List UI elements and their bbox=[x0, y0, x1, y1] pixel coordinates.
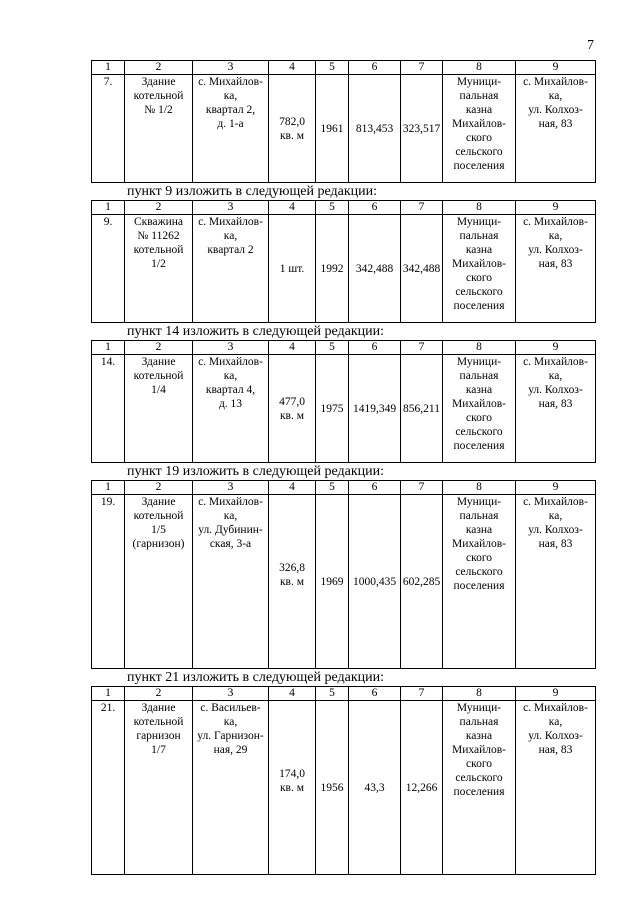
amendment-heading: пункт 14 изложить в следующей редакции: bbox=[127, 324, 384, 339]
item-col7-value: 12,266 bbox=[401, 701, 443, 875]
registry-block bbox=[91, 183, 595, 323]
item-number: 9. bbox=[92, 215, 125, 323]
item-name: Здание котельной 1/5 (гарнизон) bbox=[125, 495, 193, 669]
registry-block bbox=[91, 463, 595, 669]
column-number: 7 bbox=[401, 481, 443, 495]
item-area: 782,0 кв. м bbox=[269, 75, 316, 183]
item-year: 1992 bbox=[316, 215, 349, 323]
column-number: 7 bbox=[401, 61, 443, 75]
column-number: 9 bbox=[516, 687, 596, 701]
item-owner: Муници- пальная казна Михайлов- ского сельского поселения bbox=[443, 215, 516, 323]
column-number: 4 bbox=[269, 201, 316, 215]
column-number: 6 bbox=[349, 481, 401, 495]
item-name: Здание котельной 1/4 bbox=[125, 355, 193, 463]
column-number: 4 bbox=[269, 61, 316, 75]
column-number: 1 bbox=[92, 201, 125, 215]
column-number-row bbox=[92, 687, 596, 701]
item-owner: Муници- пальная казна Михайлов- ского сельского поселения bbox=[443, 495, 516, 669]
column-number: 3 bbox=[193, 61, 269, 75]
amendment-heading: пункт 9 изложить в следующей редакции: bbox=[127, 184, 377, 199]
column-number: 9 bbox=[516, 61, 596, 75]
amendment-heading: пункт 21 изложить в следующей редакции: bbox=[127, 670, 384, 685]
item-holder: с. Михайлов- ка, ул. Колхоз- ная, 83 bbox=[516, 701, 596, 875]
table-row bbox=[92, 495, 596, 669]
item-holder: с. Михайлов- ка, ул. Колхоз- ная, 83 bbox=[516, 75, 596, 183]
item-address: с. Михайлов- ка, квартал 2, д. 1-а bbox=[193, 75, 269, 183]
item-col6-value: 1419,349 bbox=[349, 355, 401, 463]
column-number: 5 bbox=[316, 341, 349, 355]
item-area: 1 шт. bbox=[269, 215, 316, 323]
item-address: с. Михайлов- ка, квартал 2 bbox=[193, 215, 269, 323]
column-number: 5 bbox=[316, 61, 349, 75]
column-number: 1 bbox=[92, 341, 125, 355]
column-number: 2 bbox=[125, 61, 193, 75]
table-row bbox=[92, 701, 596, 875]
page-number: 7 bbox=[587, 38, 594, 53]
item-holder: с. Михайлов- ка, ул. Колхоз- ная, 83 bbox=[516, 355, 596, 463]
item-address: с. Михайлов- ка, квартал 4, д. 13 bbox=[193, 355, 269, 463]
item-number: 14. bbox=[92, 355, 125, 463]
item-year: 1969 bbox=[316, 495, 349, 669]
item-col6-value: 813,453 bbox=[349, 75, 401, 183]
document-body bbox=[91, 60, 595, 875]
item-address: с. Михайлов- ка, ул. Дубинин- ская, 3-а bbox=[193, 495, 269, 669]
registry-table bbox=[91, 200, 596, 323]
column-number: 8 bbox=[443, 687, 516, 701]
column-number-row bbox=[92, 341, 596, 355]
column-number: 9 bbox=[516, 481, 596, 495]
column-number: 6 bbox=[349, 61, 401, 75]
column-number: 5 bbox=[316, 687, 349, 701]
column-number: 3 bbox=[193, 687, 269, 701]
item-col7-value: 602,285 bbox=[401, 495, 443, 669]
column-number: 2 bbox=[125, 481, 193, 495]
table-row bbox=[92, 75, 596, 183]
item-address: с. Васильев- ка, ул. Гарнизон- ная, 29 bbox=[193, 701, 269, 875]
registry-block bbox=[91, 60, 595, 183]
column-number: 7 bbox=[401, 687, 443, 701]
item-name: Скважина № 11262 котельной 1/2 bbox=[125, 215, 193, 323]
column-number: 2 bbox=[125, 201, 193, 215]
item-name: Здание котельной № 1/2 bbox=[125, 75, 193, 183]
amendment-heading: пункт 19 изложить в следующей редакции: bbox=[127, 464, 384, 479]
column-number: 6 bbox=[349, 201, 401, 215]
registry-table bbox=[91, 340, 596, 463]
column-number-row bbox=[92, 61, 596, 75]
column-number: 5 bbox=[316, 481, 349, 495]
item-number: 19. bbox=[92, 495, 125, 669]
item-holder: с. Михайлов- ка, ул. Колхоз- ная, 83 bbox=[516, 495, 596, 669]
registry-table bbox=[91, 480, 596, 669]
item-col6-value: 43,3 bbox=[349, 701, 401, 875]
item-area: 326,8 кв. м bbox=[269, 495, 316, 669]
column-number: 3 bbox=[193, 201, 269, 215]
item-area: 477,0 кв. м bbox=[269, 355, 316, 463]
item-area: 174,0 кв. м bbox=[269, 701, 316, 875]
item-year: 1956 bbox=[316, 701, 349, 875]
registry-table bbox=[91, 60, 596, 183]
column-number: 1 bbox=[92, 687, 125, 701]
column-number: 6 bbox=[349, 341, 401, 355]
item-col7-value: 342,488 bbox=[401, 215, 443, 323]
item-owner: Муници- пальная казна Михайлов- ского сельского поселения bbox=[443, 75, 516, 183]
column-number: 1 bbox=[92, 61, 125, 75]
item-owner: Муници- пальная казна Михайлов- ского сельского поселения bbox=[443, 355, 516, 463]
item-name: Здание котельной гарнизон 1/7 bbox=[125, 701, 193, 875]
item-col6-value: 1000,435 bbox=[349, 495, 401, 669]
item-col6-value: 342,488 bbox=[349, 215, 401, 323]
column-number: 5 bbox=[316, 201, 349, 215]
item-number: 21. bbox=[92, 701, 125, 875]
column-number: 6 bbox=[349, 687, 401, 701]
column-number: 4 bbox=[269, 687, 316, 701]
column-number-row bbox=[92, 481, 596, 495]
column-number: 8 bbox=[443, 481, 516, 495]
item-col7-value: 856,211 bbox=[401, 355, 443, 463]
column-number: 4 bbox=[269, 341, 316, 355]
registry-block bbox=[91, 669, 595, 875]
column-number: 9 bbox=[516, 201, 596, 215]
table-row bbox=[92, 215, 596, 323]
item-number: 7. bbox=[92, 75, 125, 183]
column-number: 9 bbox=[516, 341, 596, 355]
item-year: 1975 bbox=[316, 355, 349, 463]
registry-table bbox=[91, 686, 596, 875]
column-number: 8 bbox=[443, 341, 516, 355]
column-number: 1 bbox=[92, 481, 125, 495]
column-number: 8 bbox=[443, 61, 516, 75]
column-number: 7 bbox=[401, 341, 443, 355]
column-number: 2 bbox=[125, 341, 193, 355]
item-col7-value: 323,517 bbox=[401, 75, 443, 183]
column-number-row bbox=[92, 201, 596, 215]
item-year: 1961 bbox=[316, 75, 349, 183]
column-number: 3 bbox=[193, 481, 269, 495]
column-number: 8 bbox=[443, 201, 516, 215]
item-owner: Муници- пальная казна Михайлов- ского сельского поселения bbox=[443, 701, 516, 875]
column-number: 7 bbox=[401, 201, 443, 215]
table-row bbox=[92, 355, 596, 463]
registry-block bbox=[91, 323, 595, 463]
column-number: 3 bbox=[193, 341, 269, 355]
item-holder: с. Михайлов- ка, ул. Колхоз- ная, 83 bbox=[516, 215, 596, 323]
column-number: 4 bbox=[269, 481, 316, 495]
column-number: 2 bbox=[125, 687, 193, 701]
